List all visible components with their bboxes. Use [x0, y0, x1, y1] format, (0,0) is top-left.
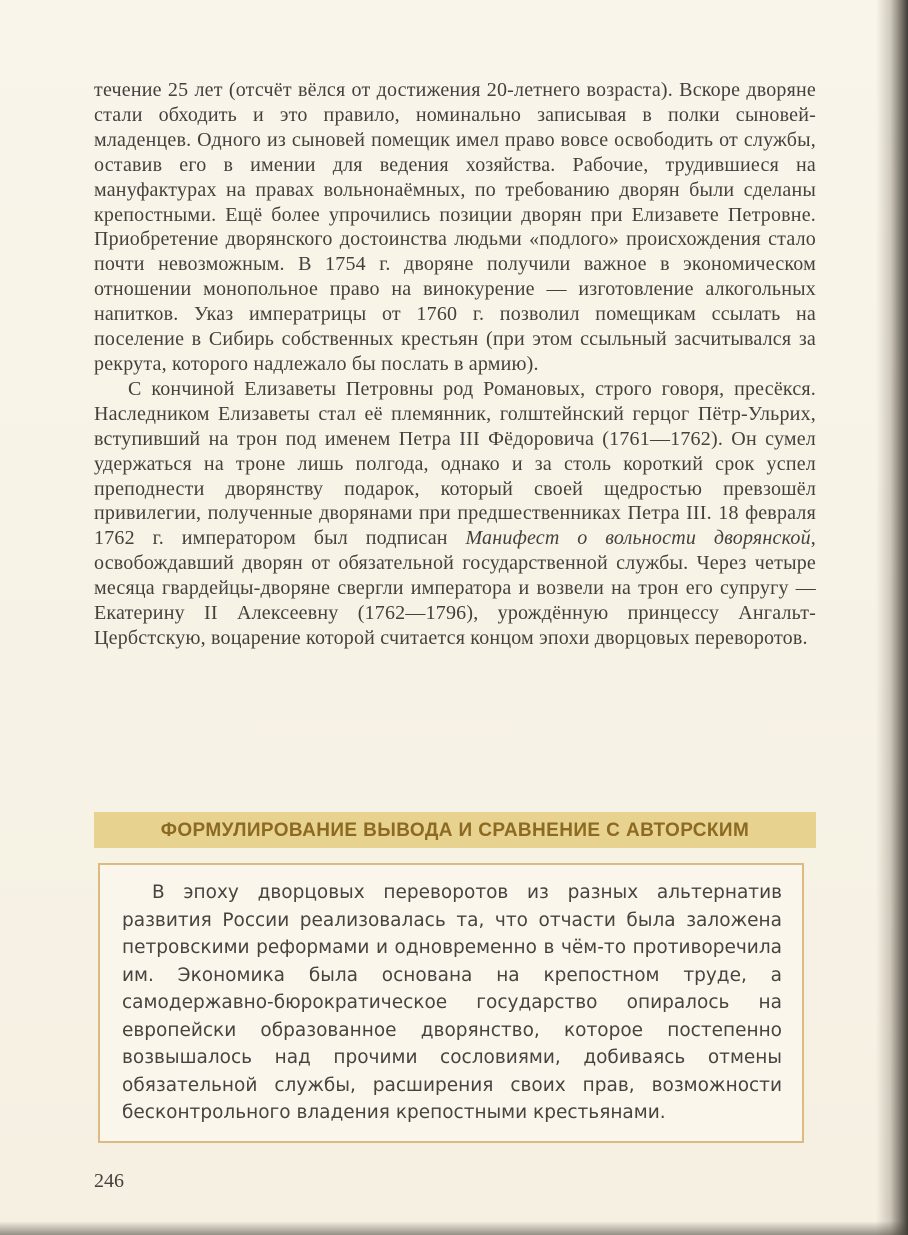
conclusion-box [98, 863, 804, 1143]
page-number: 246 [94, 1170, 124, 1192]
page-edge-shadow-bottom [0, 1221, 908, 1235]
paragraph-text-before-italic: С кончиной Елизаветы Петровны род Романовых, строго говоря, пресёкся. Наследником Елизаветы стал её племянник, голштейнский герцог Пётр-Ульрих, вступивший на трон под именем Петра III Фёдоровича (1761—1762). Он сумел удержаться на троне лишь полгода, однако и за столь короткий срок успел преподнести дворянству подарок, который своей щедростью превзошёл привилегии, полученные дворянами при предшественниках Петра III. 18 февраля 1762 г. императором был подписан [94, 377, 816, 550]
conclusion-text: В эпоху дворцовых переворотов из разных альтернатив развития России реализовалась та, что отчасти была заложена петровскими реформами и одновременно в чём-то противоречила им. Экономика была основана на крепостном труде, а самодержавно-бюрократическое государство опиралось на европейски образованное дворянство, которое постепенно возвышалось над прочими сословиями, добиваясь отмены обязательной службы, расширения своих прав, возможности бесконтрольного владения крепостными крестьянами. [122, 882, 782, 1123]
page-edge-shadow-right [876, 0, 908, 1235]
paragraph-text-after-italic: , освобождавший дворян от обязательной государственной службы. Через четыре месяца гвардейцы-дворяне свергли императора и возвели на трон его супругу — Екатерину II Алексеевну (1762—1796), урождённую принцессу Ангальт-Цербстскую, воцарение которой считается концом эпохи дворцовых переворотов. [94, 527, 816, 649]
section-heading: ФОРМУЛИРОВАНИЕ ВЫВОДА И СРАВНЕНИЕ С АВТОРСКИМ [94, 812, 816, 848]
manifesto-title-italic: Манифест о вольности дворянской [465, 527, 811, 550]
body-text [94, 78, 816, 651]
paragraph-continuation: течение 25 лет (отсчёт вёлся от достижения 20-летнего возраста). Вскоре дворяне стали обходить и это правило, номинально записывая в полки сыновей-младенцев. Одного из сыновей помещик имел право вовсе освободить от службы, оставив его в имении для ведения хозяйства. Рабочие, трудившиеся на мануфактурах на правах вольнонаёмных, по требованию дворян были сделаны крепостными. Ещё более упрочились позиции дворян при Елизавете Петровне. Приобретение дворянского достоинства людьми «подлого» происхождения стало почти невозможным. В 1754 г. дворяне получили важное в экономическом отношении монопольное право на винокурение — изготовление алкогольных напитков. Указ императрицы от 1760 г. позволил помещикам ссылать на поселение в Сибирь собственных крестьян (при этом ссыльный засчитывался за рекрута, которого надлежало бы послать в армию). [94, 79, 816, 375]
paragraph-peter-iii [94, 377, 816, 651]
